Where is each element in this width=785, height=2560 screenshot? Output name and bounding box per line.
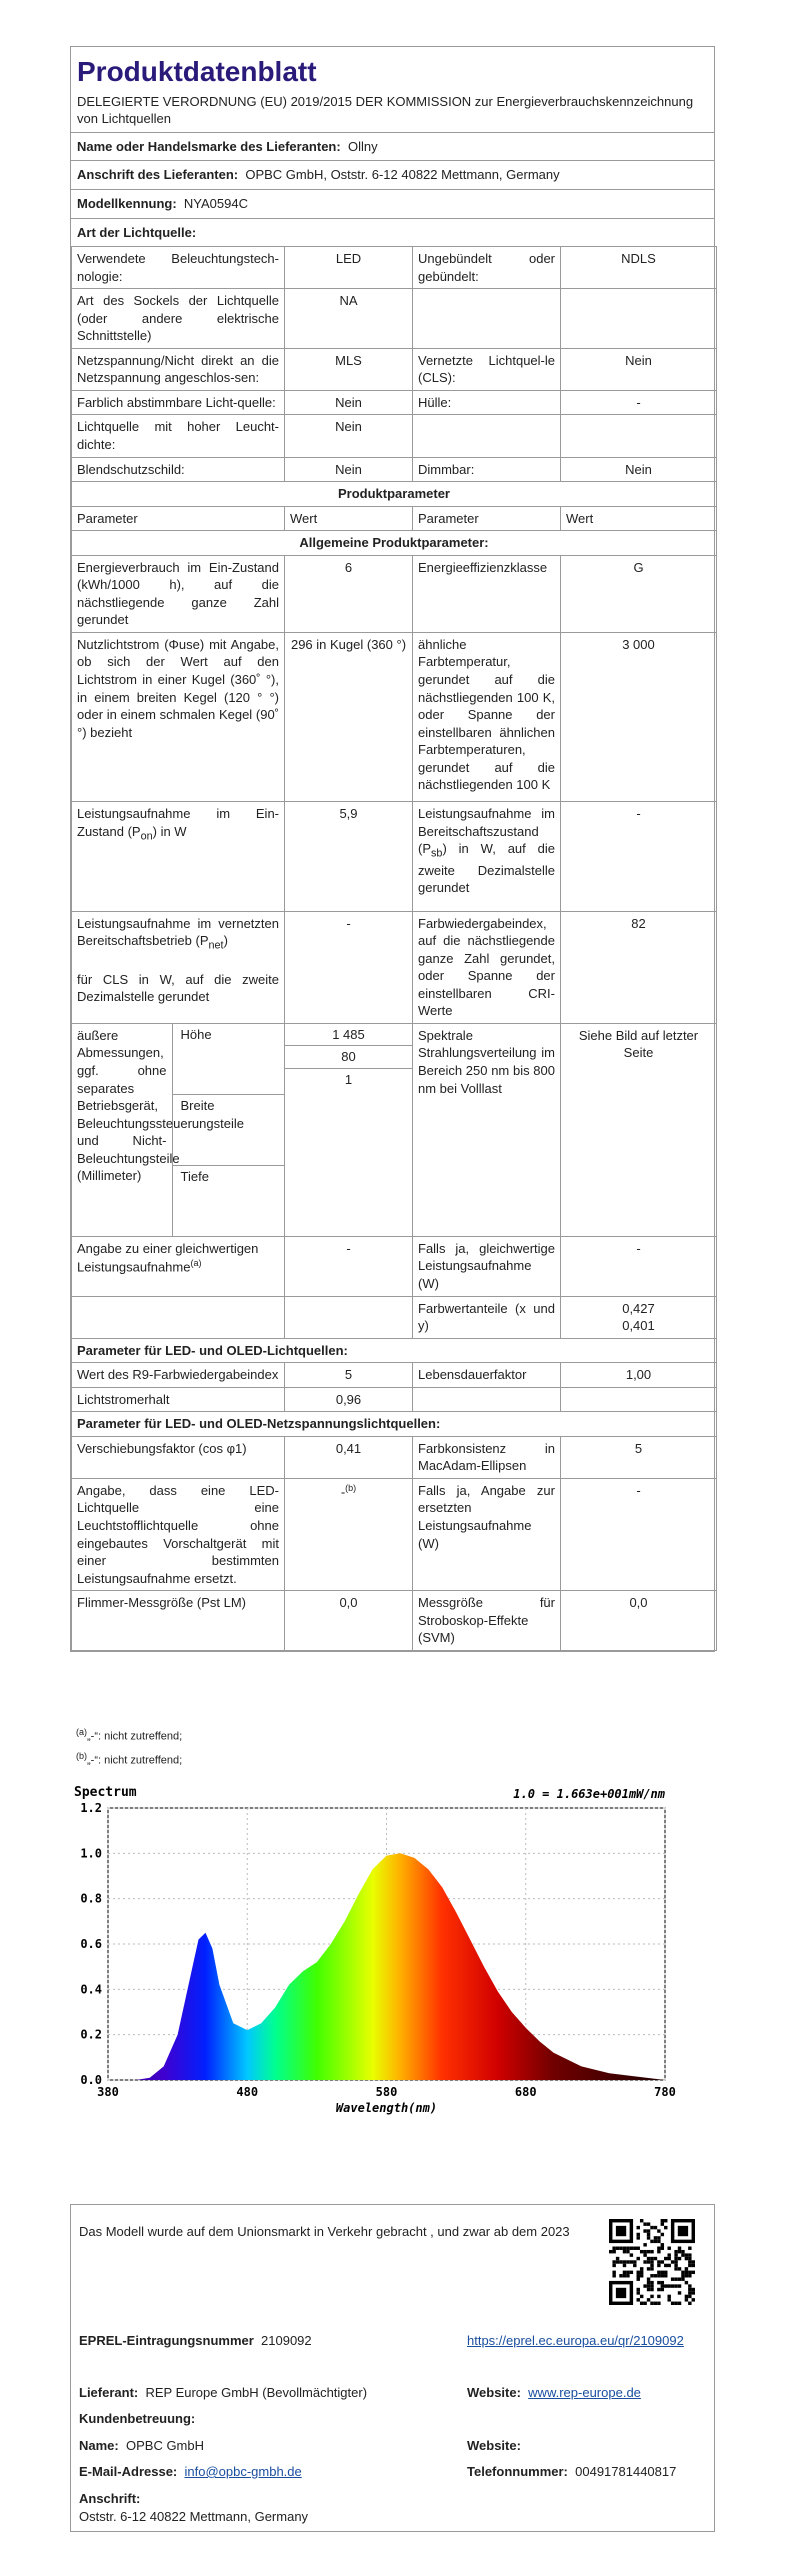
psb-tail: ) in W, auf die zweite Dezimalstelle gerundet bbox=[418, 841, 555, 896]
repl-sup: (b) bbox=[345, 1482, 357, 1493]
life-label: Lebensdauerfaktor bbox=[413, 1363, 561, 1388]
psb-value: - bbox=[561, 802, 717, 911]
col-value-header: Wert bbox=[285, 506, 413, 531]
equiv-value: - bbox=[285, 1236, 413, 1296]
width-label: Breite bbox=[172, 1094, 284, 1166]
table-row bbox=[72, 802, 717, 911]
eprel-website-link[interactable]: www.rep-europe.de bbox=[528, 2385, 641, 2400]
repl-label: Angabe, dass eine LED-Lichtquelle eine Leuchtstofflichtquelle ohne eingebautes Vorschaltgerät mit einer bestimmten Leistungsaufnahme ersetzt. bbox=[72, 1478, 285, 1590]
lightsource-label: Art des Sockels der Lichtquelle (oder andere elektrische Schnittstelle) bbox=[72, 289, 285, 349]
pnet-label-2: für CLS in W, auf die zweite Dezimalstelle gerundet bbox=[77, 971, 279, 1005]
lightsource-value: Nein bbox=[285, 457, 413, 482]
lightsource-value: - bbox=[561, 390, 717, 415]
eprel-website-label: Website: bbox=[467, 2385, 521, 2400]
section-heading-row bbox=[72, 1338, 717, 1363]
general-params-heading: Allgemeine Produktparameter: bbox=[72, 531, 717, 556]
table-row bbox=[72, 348, 717, 390]
lightsource-label: Netzspannung/Nicht direkt an die Netzspannung angeschlos-sen: bbox=[72, 348, 285, 390]
eprel-phone-label: Telefonnummer: bbox=[467, 2464, 568, 2479]
chart-annotation: 1.0 = 1.663e+001mW/nm bbox=[513, 1787, 665, 1801]
depth-label: Tiefe bbox=[180, 1169, 209, 1185]
macadam-value: 5 bbox=[561, 1436, 717, 1478]
strobo-label: Messgröße für Stroboskop-Effekte (SVM) bbox=[413, 1591, 561, 1651]
chroma-label: Farbwertanteile (x und y) bbox=[413, 1296, 561, 1338]
spectrum-chart bbox=[70, 1780, 676, 2120]
lightsource-value bbox=[561, 415, 717, 457]
eprel-name-label: Name: bbox=[79, 2438, 119, 2453]
depth-value: 1 bbox=[344, 1071, 353, 1087]
col-param-header: Parameter bbox=[72, 506, 285, 531]
cri-value: 82 bbox=[561, 911, 717, 1023]
supplier-address-label: Anschrift des Lieferanten: bbox=[77, 167, 239, 183]
eprel-phone bbox=[467, 2463, 676, 2481]
lightsource-label: Blendschutzschild: bbox=[72, 457, 285, 482]
cct-label: ähnliche Farbtemperatur, gerundet auf die nächstliegenden 100 K, oder Spanne der einstellbaren ähnlichen Farbtemperaturen, gerundet auf die nächstliegenden 100 K bbox=[413, 632, 561, 801]
lightsource-label: Vernetzte Lichtquel-le (CLS): bbox=[413, 348, 561, 390]
lightsource-value: Nein bbox=[561, 457, 717, 482]
strobo-value: 0,0 bbox=[561, 1591, 717, 1651]
supplier-address-row bbox=[71, 160, 714, 189]
energy-value: 6 bbox=[285, 555, 413, 632]
y-tick-label: 0.8 bbox=[80, 1891, 102, 1906]
lightsource-label: Dimmbar: bbox=[413, 457, 561, 482]
spectral-label: Spektrale Strahlungsverteilung im Bereich 250 nm bis 800 nm bei Volllast bbox=[413, 1023, 561, 1236]
lightsource-value: Nein bbox=[561, 348, 717, 390]
pon-tail: ) in W bbox=[152, 823, 187, 839]
replw-label: Falls ja, Angabe zur ersetzten Leistungsaufnahme (W) bbox=[413, 1478, 561, 1590]
dimensions-values-cell bbox=[285, 1023, 413, 1236]
x-tick-label: 480 bbox=[236, 2085, 259, 2099]
eprel-address-label: Anschrift: bbox=[79, 2491, 141, 2506]
footnote-a bbox=[76, 1724, 182, 1748]
repl-value: - bbox=[340, 1484, 346, 1500]
dimensions-row bbox=[72, 1023, 717, 1236]
eprel-address bbox=[79, 2490, 140, 2508]
col-value-header: Wert bbox=[561, 506, 717, 531]
life-value: 1,00 bbox=[561, 1363, 717, 1388]
eprel-name bbox=[79, 2437, 204, 2455]
y-tick-label: 0.4 bbox=[80, 1982, 102, 1997]
model-value: NYA0594C bbox=[183, 195, 248, 211]
qr-code-icon[interactable] bbox=[609, 2219, 695, 2305]
flux-label: Nutzlichtstrom (Φuse) mit Angabe, ob sich der Wert auf den Lichtstrom in einer Kugel (360˚ °), in einem breiten Kegel (120 ° °) oder in einem schmalen Kegel (90˚ °) bezieht bbox=[72, 632, 285, 801]
empty-cell bbox=[561, 1387, 717, 1412]
lightsource-value: Nein bbox=[285, 415, 413, 457]
eprel-email bbox=[79, 2463, 302, 2481]
eprel-phone-value: 00491781440817 bbox=[575, 2464, 677, 2479]
table-row bbox=[72, 247, 717, 289]
table-row bbox=[72, 1591, 717, 1651]
lightsource-value: NA bbox=[285, 289, 413, 349]
y-tick-label: 0.0 bbox=[80, 2073, 102, 2087]
section-heading-row bbox=[72, 531, 717, 556]
y-tick-label: 1.2 bbox=[80, 1801, 102, 1815]
width-value: 80 bbox=[285, 1046, 412, 1069]
equiv-label-cell bbox=[72, 1236, 285, 1296]
class-label: Energieeffizienzklasse bbox=[413, 555, 561, 632]
energy-label: Energieverbrauch im Ein-Zustand (kWh/1000 h), auf die nächstliegende ganze Zahl gerundet bbox=[72, 555, 285, 632]
lightsource-label: Lichtquelle mit hoher Leucht-dichte: bbox=[72, 415, 285, 457]
eprel-box bbox=[70, 2204, 715, 2532]
led-params-heading: Parameter für LED- und OLED-Lichtquellen: bbox=[72, 1338, 717, 1363]
height-value: 1 485 bbox=[285, 1024, 412, 1047]
maint-value: 0,96 bbox=[285, 1387, 413, 1412]
cct-value: 3 000 bbox=[561, 632, 717, 801]
psb-label: Leistungsaufnahme im Bereitschaftszustand (P bbox=[418, 806, 555, 857]
eprel-supplier-value: REP Europe GmbH (Bevollmächtigter) bbox=[145, 2385, 368, 2400]
chroma-y: 0,401 bbox=[622, 1318, 655, 1334]
class-value: G bbox=[561, 555, 717, 632]
chroma-value-cell bbox=[561, 1296, 717, 1338]
table-row bbox=[72, 911, 717, 1023]
eprel-email-label: E-Mail-Adresse: bbox=[79, 2464, 178, 2479]
table-row bbox=[72, 415, 717, 457]
footnote-b-mark: (b) bbox=[76, 1750, 87, 1761]
model-label: Modellkennung: bbox=[77, 195, 177, 211]
height-label: Höhe bbox=[172, 1024, 284, 1094]
eprel-reg-value: 2109092 bbox=[261, 2333, 312, 2348]
lightsource-value bbox=[561, 289, 717, 349]
lightsource-label bbox=[413, 289, 561, 349]
table-row bbox=[72, 1363, 717, 1388]
y-tick-label: 0.6 bbox=[80, 1937, 102, 1951]
r9-label: Wert des R9-Farbwiedergabeindex bbox=[72, 1363, 285, 1388]
table-row bbox=[72, 390, 717, 415]
footnote-a-mark: (a) bbox=[76, 1727, 87, 1737]
x-axis-label: Wavelength(nm) bbox=[335, 2101, 438, 2115]
psb-label-cell bbox=[413, 802, 561, 911]
supplier-address-value: OPBC GmbH, Oststr. 6-12 40822 Mettmann, Germany bbox=[245, 167, 560, 183]
footnote-b-text: „-“: nicht zutreffend; bbox=[87, 1754, 183, 1767]
empty-cell bbox=[72, 1296, 285, 1338]
eprel-email-link[interactable]: info@opbc-gmbh.de bbox=[184, 2464, 302, 2479]
product-params-heading: Produktparameter bbox=[72, 482, 717, 507]
pon-sub: on bbox=[140, 830, 153, 843]
table-row bbox=[72, 1236, 717, 1296]
lightsource-value: NDLS bbox=[561, 247, 717, 289]
eprel-reg bbox=[79, 2332, 312, 2350]
lightsource-value: LED bbox=[285, 247, 413, 289]
lightsource-label bbox=[413, 415, 561, 457]
chart-title: Spectrum bbox=[74, 1785, 137, 1800]
eprel-website bbox=[467, 2384, 641, 2402]
dimensions-label: äußere Abmessungen, ggf. ohne separates Betriebsgerät, Beleuchtungssteuerungsteile und Nicht-Beleuchtungsteile (Millimeter) bbox=[72, 1024, 172, 1236]
empty-cell bbox=[285, 1296, 413, 1338]
repl-value-cell bbox=[285, 1478, 413, 1590]
lightsource-label: Hülle: bbox=[413, 390, 561, 415]
x-tick-label: 580 bbox=[375, 2085, 398, 2099]
lightsource-label: Farblich abstimmbare Licht-quelle: bbox=[72, 390, 285, 415]
equiv-label: Angabe zu einer gleichwertigen Leistungsaufnahme bbox=[77, 1240, 259, 1275]
eprel-reg-link[interactable]: https://eprel.ec.europa.eu/qr/2109092 bbox=[467, 2333, 684, 2348]
pnet-label: Leistungsaufnahme im vernetzten Bereitschaftsbetrieb (P bbox=[77, 915, 279, 949]
eprel-name-value: OPBC GmbH bbox=[125, 2438, 204, 2453]
footnote-a-text: „-“: nicht zutreffend; bbox=[87, 1730, 183, 1743]
col-param-header: Parameter bbox=[413, 506, 561, 531]
pon-label-cell bbox=[72, 802, 285, 911]
supplier-name-row bbox=[71, 132, 714, 161]
eprel-service-label: Kundenbetreuung: bbox=[79, 2411, 196, 2426]
eprel-website2-label: Website: bbox=[467, 2438, 521, 2453]
pon-label: Leistungsaufnahme im Ein-Zustand (P bbox=[77, 806, 279, 839]
replw-value: - bbox=[561, 1478, 717, 1590]
table-row bbox=[72, 289, 717, 349]
table-row bbox=[72, 1387, 717, 1412]
eprel-supplier-label: Lieferant: bbox=[79, 2385, 139, 2400]
table-row bbox=[72, 457, 717, 482]
regulation-subtitle: DELEGIERTE VERORDNUNG (EU) 2019/2015 DER KOMMISSION zur Energieverbrauchskennzeichnung von Lichtquellen bbox=[77, 93, 694, 127]
lightsource-value: Nein bbox=[285, 390, 413, 415]
chroma-x: 0,427 bbox=[622, 1300, 655, 1316]
equiv-sup: (a) bbox=[190, 1258, 202, 1269]
x-tick-label: 380 bbox=[97, 2085, 119, 2099]
spectral-value: Siehe Bild auf letzter Seite bbox=[561, 1023, 717, 1236]
footnotes bbox=[76, 1724, 182, 1771]
eprel-website2 bbox=[467, 2437, 521, 2455]
footnote-b bbox=[76, 1748, 182, 1772]
pnet-tail: ) bbox=[223, 933, 228, 949]
eprel-reg-label: EPREL-Eintragungsnummer bbox=[79, 2333, 254, 2348]
eprel-address-value: Oststr. 6-12 40822 Mettmann, Germany bbox=[79, 2509, 309, 2524]
flux-value: 296 in Kugel (360 °) bbox=[285, 632, 413, 801]
equivw-value: - bbox=[561, 1236, 717, 1296]
model-row bbox=[71, 189, 714, 218]
dimensions-subtable bbox=[72, 1024, 284, 1236]
lightsource-value: MLS bbox=[285, 348, 413, 390]
table-row bbox=[72, 1436, 717, 1478]
product-data-sheet bbox=[70, 46, 715, 1652]
pf-value: 0,41 bbox=[285, 1436, 413, 1478]
table-row bbox=[72, 632, 717, 801]
cri-label: Farbwiedergabeindex, auf die nächstliegende ganze Zahl gerundet, oder Spanne der einstellbaren CRI-Werte bbox=[413, 911, 561, 1023]
lightsource-type-row bbox=[71, 218, 714, 247]
eprel-service bbox=[79, 2410, 195, 2428]
flicker-value: 0,0 bbox=[285, 1591, 413, 1651]
page-title: Produktdatenblatt bbox=[77, 56, 317, 87]
pon-value: 5,9 bbox=[285, 802, 413, 911]
y-tick-label: 1.0 bbox=[80, 1846, 102, 1861]
pnet-sub: net bbox=[208, 939, 224, 952]
mains-params-heading: Parameter für LED- und OLED-Netzspannungslichtquellen: bbox=[72, 1412, 717, 1437]
r9-value: 5 bbox=[285, 1363, 413, 1388]
column-header-row bbox=[72, 506, 717, 531]
pf-label: Verschiebungsfaktor (cos φ1) bbox=[72, 1436, 285, 1478]
pnet-value: - bbox=[285, 911, 413, 1023]
flicker-label: Flimmer-Messgröße (Pst LM) bbox=[72, 1591, 285, 1651]
x-tick-label: 780 bbox=[654, 2085, 676, 2099]
supplier-name-value: Ollny bbox=[347, 138, 378, 154]
eprel-supplier bbox=[79, 2384, 367, 2402]
table-row bbox=[72, 1296, 717, 1338]
pnet-label-cell bbox=[72, 911, 285, 1023]
eprel-intro: Das Modell wurde auf dem Unionsmarkt in Verkehr gebracht , und zwar ab dem 2023 bbox=[79, 2224, 570, 2239]
x-tick-label: 680 bbox=[514, 2085, 537, 2099]
lightsource-label: Verwendete Beleuchtungstech-nologie: bbox=[72, 247, 285, 289]
dimensions-cell bbox=[72, 1023, 285, 1236]
section-heading-row bbox=[72, 482, 717, 507]
maint-label: Lichtstromerhalt bbox=[72, 1387, 285, 1412]
equivw-label: Falls ja, gleichwertige Leistungsaufnahme (W) bbox=[413, 1236, 561, 1296]
psb-sub: sb bbox=[431, 847, 443, 860]
lightsource-type-label: Art der Lichtquelle: bbox=[77, 224, 197, 240]
parameters-table bbox=[71, 246, 717, 1651]
lightsource-label: Ungebündelt oder gebündelt: bbox=[413, 247, 561, 289]
empty-cell bbox=[413, 1387, 561, 1412]
supplier-name-label: Name oder Handelsmarke des Lieferanten: bbox=[77, 138, 341, 154]
y-tick-label: 0.2 bbox=[80, 2027, 102, 2042]
section-heading-row bbox=[72, 1412, 717, 1437]
macadam-label: Farbkonsistenz in MacAdam-Ellipsen bbox=[413, 1436, 561, 1478]
table-row bbox=[72, 1478, 717, 1590]
table-row bbox=[72, 555, 717, 632]
